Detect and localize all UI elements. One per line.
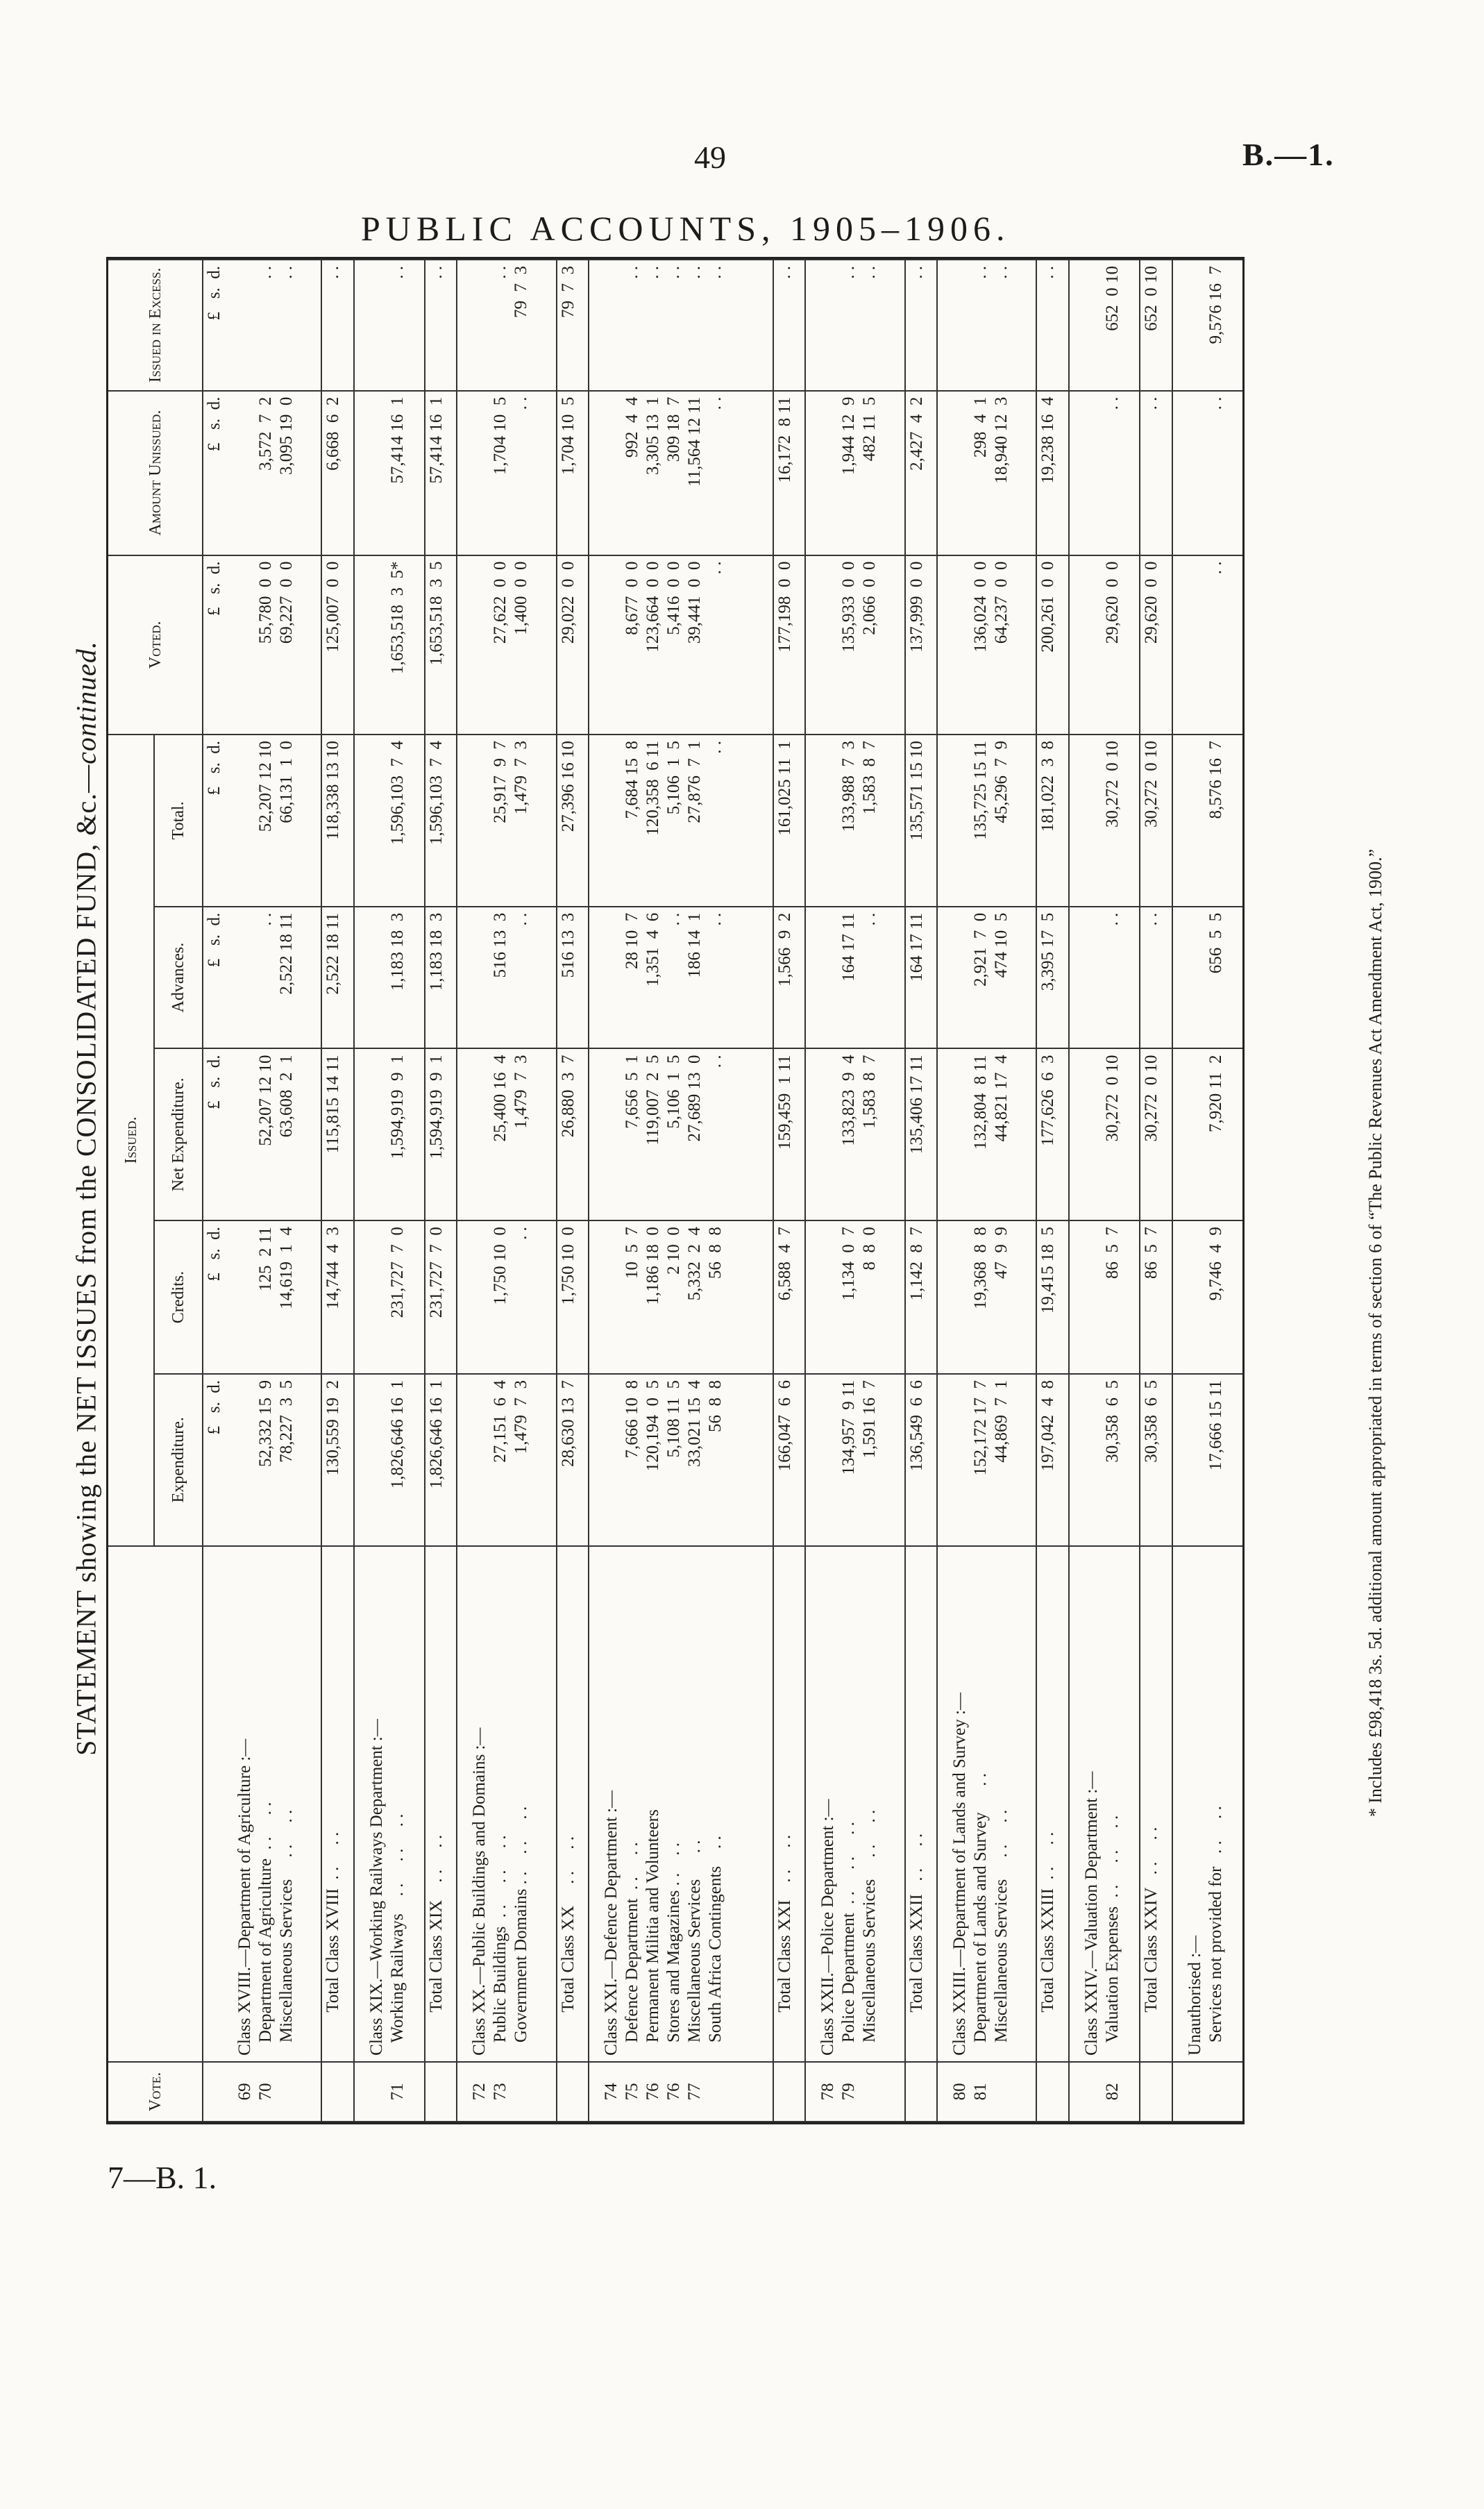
cell-adv: 1,183 18 3	[366, 907, 425, 1049]
cell-unis: 1,704 10 5 . .	[469, 391, 556, 555]
cell-net: 25,400 16 4 1,479 7 3	[469, 1048, 556, 1220]
row-description: Total Class XX . . . .	[557, 1546, 589, 2062]
table-row	[234, 260, 321, 2122]
table-row	[817, 260, 904, 2122]
statement-heading-continued: continued.	[70, 641, 102, 764]
cell-cred: 6,588 4 7	[773, 1220, 805, 1374]
cell-exc: . .	[425, 260, 457, 391]
cell-net: 132,804 8 11 44,821 17 4	[949, 1048, 1036, 1220]
cell-exc: 9,576 16 7	[1184, 260, 1242, 391]
sheet-reference: 7—B. 1.	[108, 2160, 217, 2195]
cell-cred: 86 5 7	[1081, 1220, 1140, 1374]
cell-unis: 16,172 8 11	[773, 391, 805, 555]
class-total-row	[1036, 260, 1068, 2122]
cell-net: 115,815 14 11	[321, 1048, 353, 1220]
col-advances: Advances.	[154, 907, 203, 1049]
cell-exc: . . . .	[817, 260, 904, 391]
cell-cred: 14,744 4 3	[321, 1220, 353, 1374]
class-total-row	[321, 260, 353, 2122]
units-label: £ s. d.	[203, 1220, 234, 1374]
cell-unis: 19,238 16 4	[1036, 391, 1068, 555]
row-description: Total Class XVIII . . . .	[321, 1546, 353, 2062]
cell-voted: 55,780 0 0 69,227 0 0	[234, 555, 321, 735]
cell-unis: 6,668 6 2	[321, 391, 353, 555]
table-row	[949, 260, 1036, 2122]
row-description: Class XX.—Public Buildings and Domains :— Public Buildings . . . . . . Government Domains . . . . . .	[469, 1546, 556, 2062]
col-description	[108, 1546, 203, 2062]
vote-number	[425, 2062, 457, 2122]
table-row	[600, 260, 773, 2122]
cell-voted: 29,620 0 0	[1081, 555, 1140, 735]
cell-voted: 125,007 0 0	[321, 555, 353, 735]
vote-number: 71	[366, 2062, 425, 2122]
cell-exp: 7,666 10 8 120,194 0 5 5,108 11 5 33,021 15 4 56 8 8	[600, 1374, 773, 1546]
cell-net: 1,594,919 9 1	[366, 1048, 425, 1220]
cell-cred: 9,746 4 9	[1184, 1220, 1242, 1374]
cell-exc: . .	[1036, 260, 1068, 391]
vote-number	[321, 2062, 353, 2122]
cell-adv: 28 10 7 1,351 4 6 . . 186 14 1 . .	[600, 907, 773, 1049]
cell-exp: 30,358 6 5	[1140, 1374, 1172, 1546]
table-body	[203, 260, 1242, 2122]
cell-net: 30,272 0 10	[1140, 1048, 1172, 1220]
cell-voted: 8,677 0 0 123,664 0 0 5,416 0 0 39,441 0 0 . .	[600, 555, 773, 735]
row-description: Class XVIII.—Department of Agriculture :— Department of Agriculture . . . . Miscellaneous Services . . . .	[234, 1546, 321, 2062]
cell-net: 177,626 6 3	[1036, 1048, 1068, 1220]
cell-exp: 1,826,646 16 1	[366, 1374, 425, 1546]
row-description: Class XXII.—Police Department :— Police Department . . . . . . Miscellaneous Services . . . .	[817, 1546, 904, 2062]
cell-tot: 30,272 0 10	[1081, 735, 1140, 907]
table	[108, 259, 1242, 2122]
cell-cred: 19,368 8 8 47 9 9	[949, 1220, 1036, 1374]
cell-tot: 181,022 3 8	[1036, 735, 1068, 907]
cell-cred: 1,134 0 7 8 8 0	[817, 1220, 904, 1374]
spacer-row	[1172, 260, 1184, 2122]
spacer-row	[354, 260, 366, 2122]
row-description: Class XXIV.—Valuation Department :— Valuation Expenses . . . . . .	[1081, 1546, 1140, 2062]
units-label: £ s. d.	[203, 735, 234, 907]
cell-exp: 28,630 13 7	[557, 1374, 589, 1546]
cell-net: 1,594,919 9 1	[425, 1048, 457, 1220]
cell-cred: 1,750 10 0 . .	[469, 1220, 556, 1374]
cell-exp: 130,559 19 2	[321, 1374, 353, 1546]
vote-number: 72 73	[469, 2062, 556, 2122]
cell-net: 52,207 12 10 63,608 2 1	[234, 1048, 321, 1220]
class-total-row	[1140, 260, 1172, 2122]
table-row	[469, 260, 556, 2122]
cell-cred: 1,142 8 7	[905, 1220, 937, 1374]
units-label: £ s. d.	[203, 907, 234, 1049]
cell-unis: . .	[1184, 391, 1242, 555]
cell-adv: 516 13 3 . .	[469, 907, 556, 1049]
class-total-row	[773, 260, 805, 2122]
cell-tot: 52,207 12 10 66,131 1 0	[234, 735, 321, 907]
col-credits: Credits.	[154, 1220, 203, 1374]
units-label: £ s. d.	[203, 555, 234, 735]
cell-cred: 10 5 7 1,186 18 0 2 10 0 5,332 2 4 56 8 8	[600, 1220, 773, 1374]
cell-voted: 137,999 0 0	[905, 555, 937, 735]
col-expenditure: Expenditure.	[154, 1374, 203, 1546]
cell-voted: . .	[1184, 555, 1242, 735]
cell-adv: 1,183 18 3	[425, 907, 457, 1049]
class-total-row	[557, 260, 589, 2122]
cell-adv: 1,566 9 2	[773, 907, 805, 1049]
col-issued-in-excess: Issued in Excess.	[108, 260, 203, 391]
cell-exc: . .	[321, 260, 353, 391]
vote-number: 69 70	[234, 2062, 321, 2122]
vote-number: 82	[1081, 2062, 1140, 2122]
cell-net: 7,656 5 1 119,007 2 5 5,106 1 5 27,689 13 0 . .	[600, 1048, 773, 1220]
cell-exp: 152,172 17 7 44,869 7 1	[949, 1374, 1036, 1546]
vote-number	[557, 2062, 589, 2122]
cell-voted: 135,933 0 0 2,066 0 0	[817, 555, 904, 735]
table-row	[1184, 260, 1242, 2122]
units-row	[203, 260, 234, 2122]
cell-voted: 177,198 0 0	[773, 555, 805, 735]
vote-number	[905, 2062, 937, 2122]
cell-exp: 166,047 6 6	[773, 1374, 805, 1546]
spacer-row	[937, 260, 949, 2122]
row-description: Class XXIII.—Department of Lands and Survey :— Department of Lands and Survey . . Miscellaneous Services . . . .	[949, 1546, 1036, 2062]
cell-net: 26,880 3 7	[557, 1048, 589, 1220]
cell-tot: 1,596,103 7 4	[366, 735, 425, 907]
cell-voted: 29,022 0 0	[557, 555, 589, 735]
cell-net: 135,406 17 11	[905, 1048, 937, 1220]
cell-exp: 17,666 15 11	[1184, 1374, 1242, 1546]
col-voted: Voted.	[108, 555, 203, 735]
cell-exp: 27,151 6 4 1,479 7 3	[469, 1374, 556, 1546]
cell-tot: 133,988 7 3 1,583 8 7	[817, 735, 904, 907]
cell-exp: 1,826,646 16 1	[425, 1374, 457, 1546]
cell-net: 30,272 0 10	[1081, 1048, 1140, 1220]
vote-number: 78 79	[817, 2062, 904, 2122]
row-description: Total Class XXIV . . . .	[1140, 1546, 1172, 2062]
cell-net: 133,823 9 4 1,583 8 7	[817, 1048, 904, 1220]
col-issued: Issued.	[108, 735, 154, 1546]
cell-adv: 2,522 18 11	[321, 907, 353, 1049]
row-description: Class XIX.—Working Railways Department :— Working Railways . . . . . .	[366, 1546, 425, 2062]
cell-cred: 125 2 11 14,619 1 4	[234, 1220, 321, 1374]
statement-heading	[67, 268, 106, 2129]
row-description: Total Class XXI . . . .	[773, 1546, 805, 2062]
page-title: PUBLIC ACCOUNTS, 1905–1906.	[361, 209, 1011, 248]
cell-unis: 57,414 16 1	[366, 391, 425, 555]
cell-cred: 19,415 18 5	[1036, 1220, 1068, 1374]
row-description: Total Class XXII . . . .	[905, 1546, 937, 2062]
cell-tot: 7,684 15 8 120,358 6 11 5,106 1 5 27,876 7 1 . .	[600, 735, 773, 907]
vote-number: 80 81	[949, 2062, 1036, 2122]
cell-adv: . . 2,522 18 11	[234, 907, 321, 1049]
table-row	[366, 260, 425, 2122]
cell-exp: 197,042 4 8	[1036, 1374, 1068, 1546]
row-description: Total Class XIX . . . .	[425, 1546, 457, 2062]
cell-voted: 200,261 0 0	[1036, 555, 1068, 735]
cell-adv: 516 13 3	[557, 907, 589, 1049]
col-amount-unissued: Amount Unissued.	[108, 391, 203, 555]
cell-unis: 2,427 4 2	[905, 391, 937, 555]
units-label: £ s. d.	[203, 1374, 234, 1546]
cell-adv: 164 17 11 . .	[817, 907, 904, 1049]
cell-unis: 992 4 4 3,305 13 1 309 18 7 11,564 12 11 . .	[600, 391, 773, 555]
cell-exc: . .	[366, 260, 425, 391]
cell-adv: . .	[1140, 907, 1172, 1049]
units-label: £ s. d.	[203, 391, 234, 555]
col-vote: Vote.	[108, 2062, 203, 2122]
units-label: £ s. d.	[203, 1048, 234, 1220]
row-description: Total Class XXIII . . . .	[1036, 1546, 1068, 2062]
cell-exp: 134,957 9 11 1,591 16 7	[817, 1374, 904, 1546]
cell-exc: . . . .	[949, 260, 1036, 391]
cell-tot: 161,025 11 1	[773, 735, 805, 907]
cell-tot: 135,725 15 11 45,296 7 9	[949, 735, 1036, 907]
cell-exc: . . . .	[234, 260, 321, 391]
row-description: Unauthorised :— Services not provided for . . . .	[1184, 1546, 1242, 2062]
cell-exc: . . . . . . . . . .	[600, 260, 773, 391]
cell-cred: 1,750 10 0	[557, 1220, 589, 1374]
spacer-row	[457, 260, 469, 2122]
cell-exc: 79 7 3	[557, 260, 589, 391]
cell-voted: 27,622 0 0 1,400 0 0	[469, 555, 556, 735]
cell-cred: 231,727 7 0	[366, 1220, 425, 1374]
cell-unis: . .	[1081, 391, 1140, 555]
cell-exp: 30,358 6 5	[1081, 1374, 1140, 1546]
cell-unis: 57,414 16 1	[425, 391, 457, 555]
cell-tot: 8,576 16 7	[1184, 735, 1242, 907]
vote-number	[1184, 2062, 1242, 2122]
row-description: Class XXI.—Defence Department :— Defence Department . . . . Permanent Militia and Volunteers Stores and Magazines . . . . Miscellaneous Services . . South Africa Contingents . .	[600, 1546, 773, 2062]
class-total-row	[425, 260, 457, 2122]
footnote-text: * Includes £98,418 3s. 5d. additional amount appropriated in terms of section 6 of “The Public Revenues Act Amendment Act, 1900.”	[1365, 848, 1385, 1818]
footnote	[1362, 625, 1390, 2041]
cell-exp: 52,332 15 9 78,227 3 5	[234, 1374, 321, 1546]
class-total-row	[905, 260, 937, 2122]
cell-exc: 652 0 10	[1081, 260, 1140, 391]
document-reference: B.—1.	[1242, 137, 1335, 172]
spacer-row	[805, 260, 817, 2122]
vote-number	[773, 2062, 805, 2122]
cell-voted: 29,620 0 0	[1140, 555, 1172, 735]
spacer-row	[589, 260, 600, 2122]
cell-adv: . .	[1081, 907, 1140, 1049]
vote-number: 74 75 76 76 77	[600, 2062, 773, 2122]
cell-voted: 1,653,518 3 5	[425, 555, 457, 735]
cell-adv: 656 5 5	[1184, 907, 1242, 1049]
cell-cred: 231,727 7 0	[425, 1220, 457, 1374]
vote-number	[1036, 2062, 1068, 2122]
cell-voted: 136,024 0 0 64,237 0 0	[949, 555, 1036, 735]
cell-adv: 3,395 17 5	[1036, 907, 1068, 1049]
cell-adv: 164 17 11	[905, 907, 937, 1049]
cell-unis: . .	[1140, 391, 1172, 555]
cell-tot: 27,396 16 10	[557, 735, 589, 907]
cell-tot: 118,338 13 10	[321, 735, 353, 907]
cell-net: 159,459 1 11	[773, 1048, 805, 1220]
cell-net: 7,920 11 2	[1184, 1048, 1242, 1220]
cell-tot: 25,917 9 7 1,479 7 3	[469, 735, 556, 907]
cell-unis: 1,944 12 9 482 11 5	[817, 391, 904, 555]
cell-exp: 136,549 6 6	[905, 1374, 937, 1546]
units-label: £ s. d.	[203, 260, 234, 391]
cell-exc: 652 0 10	[1140, 260, 1172, 391]
table-row	[1081, 260, 1140, 2122]
cell-exc: . .	[905, 260, 937, 391]
cell-adv: 2,921 7 0 474 10 5	[949, 907, 1036, 1049]
vote-number	[1140, 2062, 1172, 2122]
page-number: 49	[694, 140, 726, 175]
cell-tot: 135,571 15 10	[905, 735, 937, 907]
cell-exc: . .	[773, 260, 805, 391]
net-issues-table	[106, 257, 1245, 2124]
col-net-expenditure: Net Expenditure.	[154, 1048, 203, 1220]
cell-unis: 298 4 1 18,940 12 3	[949, 391, 1036, 555]
col-total: Total.	[154, 735, 203, 907]
cell-unis: 3,572 7 2 3,095 19 0	[234, 391, 321, 555]
cell-voted: 1,653,518 3 5*	[366, 555, 425, 735]
cell-exc: . . 79 7 3	[469, 260, 556, 391]
cell-tot: 30,272 0 10	[1140, 735, 1172, 907]
cell-tot: 1,596,103 7 4	[425, 735, 457, 907]
cell-unis: 1,704 10 5	[557, 391, 589, 555]
spacer-row	[1069, 260, 1081, 2122]
statement-heading-main: STATEMENT showing the NET ISSUES from the CONSOLIDATED FUND, &c.—	[70, 764, 102, 1756]
cell-cred: 86 5 7	[1140, 1220, 1172, 1374]
